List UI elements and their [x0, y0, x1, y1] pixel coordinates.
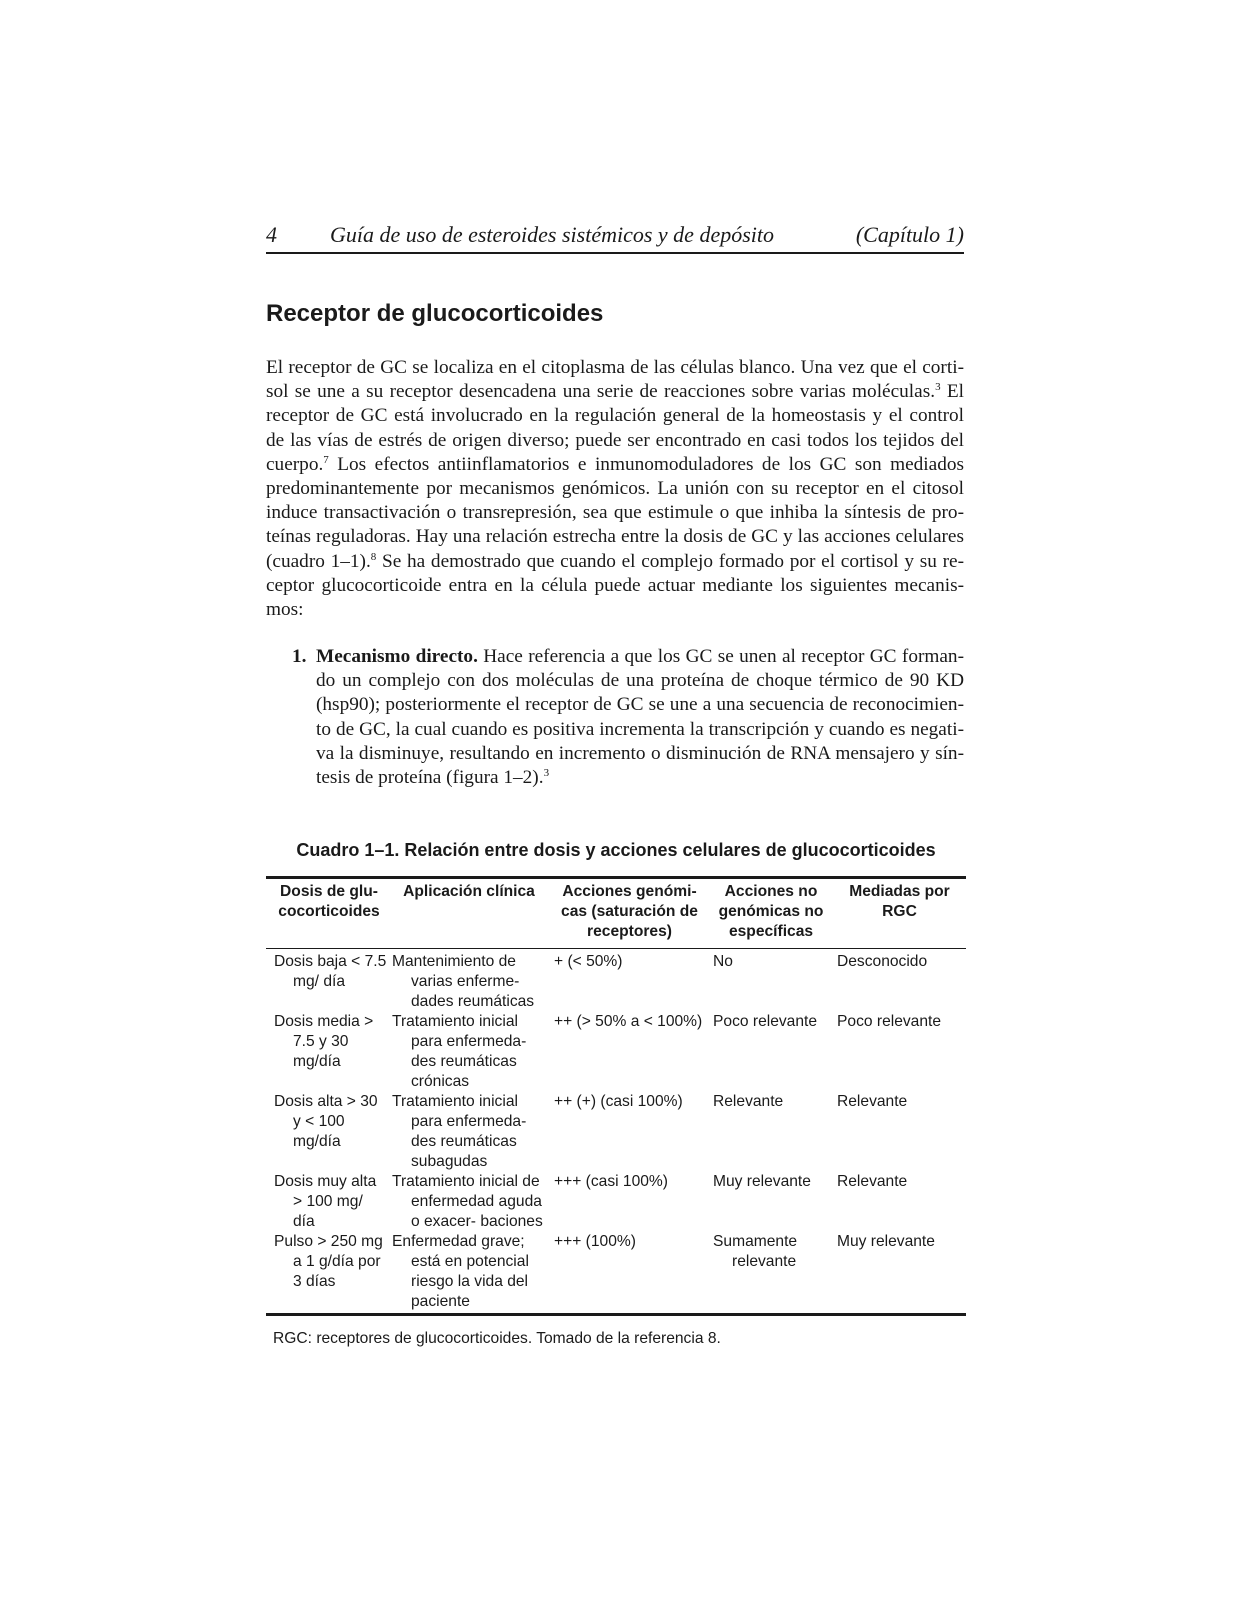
paragraph-line: induce transactivación o transrepresión, sea que estimule o que inhiba la síntesis de pro-: [266, 502, 964, 524]
section-heading: Receptor de glucocorticoides: [266, 300, 604, 327]
mechanism-line: (hsp90); posteriormente el receptor de GC se une a una secuencia de reconocimien-: [316, 694, 964, 716]
list-number: 1.: [292, 646, 307, 667]
dose-actions-table: [266, 876, 966, 1316]
column-header: Mediadas por RGC: [849, 883, 950, 920]
table-cell: Relevante: [713, 1093, 784, 1110]
table-cell: Dosis muy alta > 100 mg/ día: [274, 1173, 377, 1230]
table-cell: + (< 50%): [554, 953, 623, 970]
table-cell: ++ (+) (casi 100%): [554, 1093, 683, 1110]
paragraph-line: ceptor glucocorticoide entra en la célula puede actuar mediante los siguientes mecanis-: [266, 574, 964, 596]
table-cell: Sumamente relevante: [713, 1233, 798, 1270]
table-row: [266, 1092, 966, 1172]
table-body: [266, 949, 966, 1313]
mechanism-line: tesis de proteína (figura 1–2).$^3$: [316, 766, 550, 788]
mechanism-line: to de GC, la cual cuando es positiva incrementa la transcripción y cuando es negati-: [316, 718, 964, 740]
paragraph-line: sol se une a su receptor desencadena una serie de reacciones sobre varias moléculas.$^3$ El: [266, 381, 964, 403]
paragraph-line: receptor de GC está involucrado en la regulación general de la homeostasis y el control: [266, 405, 964, 427]
table-row: [266, 1172, 966, 1232]
table-cell: Poco relevante: [837, 1013, 942, 1030]
table-cell: Relevante: [837, 1093, 908, 1110]
paragraph-line: predominantemente por mecanismos genómicos. La unión con su receptor en el citosol: [266, 477, 964, 499]
paragraph-line: teínas reguladoras. Hay una relación estrecha entre la dosis de GC y las acciones celulares: [266, 526, 964, 548]
table-cell: No: [713, 953, 733, 970]
mechanism-title: Mecanismo directo.: [316, 646, 478, 667]
table-cell: Muy relevante: [713, 1173, 811, 1190]
table-cell: Tratamiento inicial para enfermeda- des reumáticas subagudas: [392, 1093, 527, 1170]
paragraph-line: mos:: [266, 598, 304, 620]
column-header: Dosis de glu- cocorticoides: [278, 883, 380, 920]
table-cell: Dosis baja < 7.5 mg/ día: [274, 953, 387, 990]
table-cell: Desconocido: [837, 953, 928, 970]
paragraph-line: El receptor de GC se localiza en el citoplasma de las células blanco. Una vez que el corti-: [266, 357, 964, 378]
table-cell: Dosis media > 7.5 y 30 mg/día: [274, 1013, 374, 1070]
paragraph-line: de las vías de estrés de origen diverso; puede ser encontrado en casi todos los tejidos del: [266, 429, 964, 451]
mechanism-line: va la disminuye, resultando en incremento o disminución de RNA mensajero y sín-: [316, 742, 964, 764]
mechanism-line: Mecanismo directo. Hace referencia a que los GC se unen al receptor GC forman-: [316, 646, 964, 667]
table-row: [266, 952, 966, 1012]
table-header-row: [266, 879, 966, 949]
book-title: Guía de uso de esteroides sistémicos y de depósito: [330, 222, 774, 247]
page-number: 4: [266, 222, 277, 247]
running-header: [266, 218, 964, 254]
paragraph-line: (cuadro 1–1).$^8$ Se ha demostrado que cuando el complejo formado por el cortisol y su re-: [266, 550, 964, 572]
column-header: Aplicación clínica: [403, 883, 535, 900]
table-cell: Poco relevante: [713, 1013, 818, 1030]
table-cell: Pulso > 250 mg a 1 g/día por 3 días: [274, 1233, 383, 1290]
table-row: [266, 1012, 966, 1092]
table-caption: Cuadro 1–1. Relación entre dosis y acciones celulares de glucocorticoides: [296, 840, 936, 860]
body-paragraph: [266, 356, 964, 622]
table-cell: Dosis alta > 30 y < 100 mg/día: [274, 1093, 378, 1150]
citation-ref: 8: [370, 550, 377, 563]
table-footnote: RGC: receptores de glucocorticoides. Tomado de la referencia 8.: [273, 1330, 721, 1347]
citation-ref: 7: [323, 453, 329, 466]
paragraph-line: cuerpo.$^7$ Los efectos antiinflamatorios e inmunomoduladores de los GC son mediados: [266, 453, 964, 475]
table-cell: Tratamiento inicial de enfermedad aguda o exacer- baciones: [392, 1173, 543, 1230]
table-cell: +++ (100%): [554, 1233, 636, 1250]
table-cell: Enfermedad grave; está en potencial riesgo la vida del paciente: [392, 1233, 529, 1310]
table-row: [266, 1232, 966, 1312]
table-cell: ++ (> 50% a < 100%): [554, 1013, 703, 1030]
chapter-label: (Capítulo 1): [855, 222, 964, 247]
column-header: Acciones genómi- cas (saturación de receptores): [561, 883, 698, 940]
table-cell: +++ (casi 100%): [554, 1173, 668, 1190]
table-cell: Mantenimiento de varias enferme- dades reumáticas: [392, 953, 535, 1010]
table-cell: Tratamiento inicial para enfermeda- des reumáticas crónicas: [392, 1013, 527, 1090]
citation-ref: 3: [543, 766, 550, 779]
mechanism-line: do un complejo con dos moléculas de una proteína de choque térmico de 90 KD: [316, 670, 964, 692]
mechanism-text: [316, 645, 964, 790]
citation-ref: 3: [935, 381, 941, 394]
table-cell: Relevante: [837, 1173, 908, 1190]
column-header: Acciones no genómicas no específicas: [718, 883, 824, 940]
table-cell: Muy relevante: [837, 1233, 935, 1250]
